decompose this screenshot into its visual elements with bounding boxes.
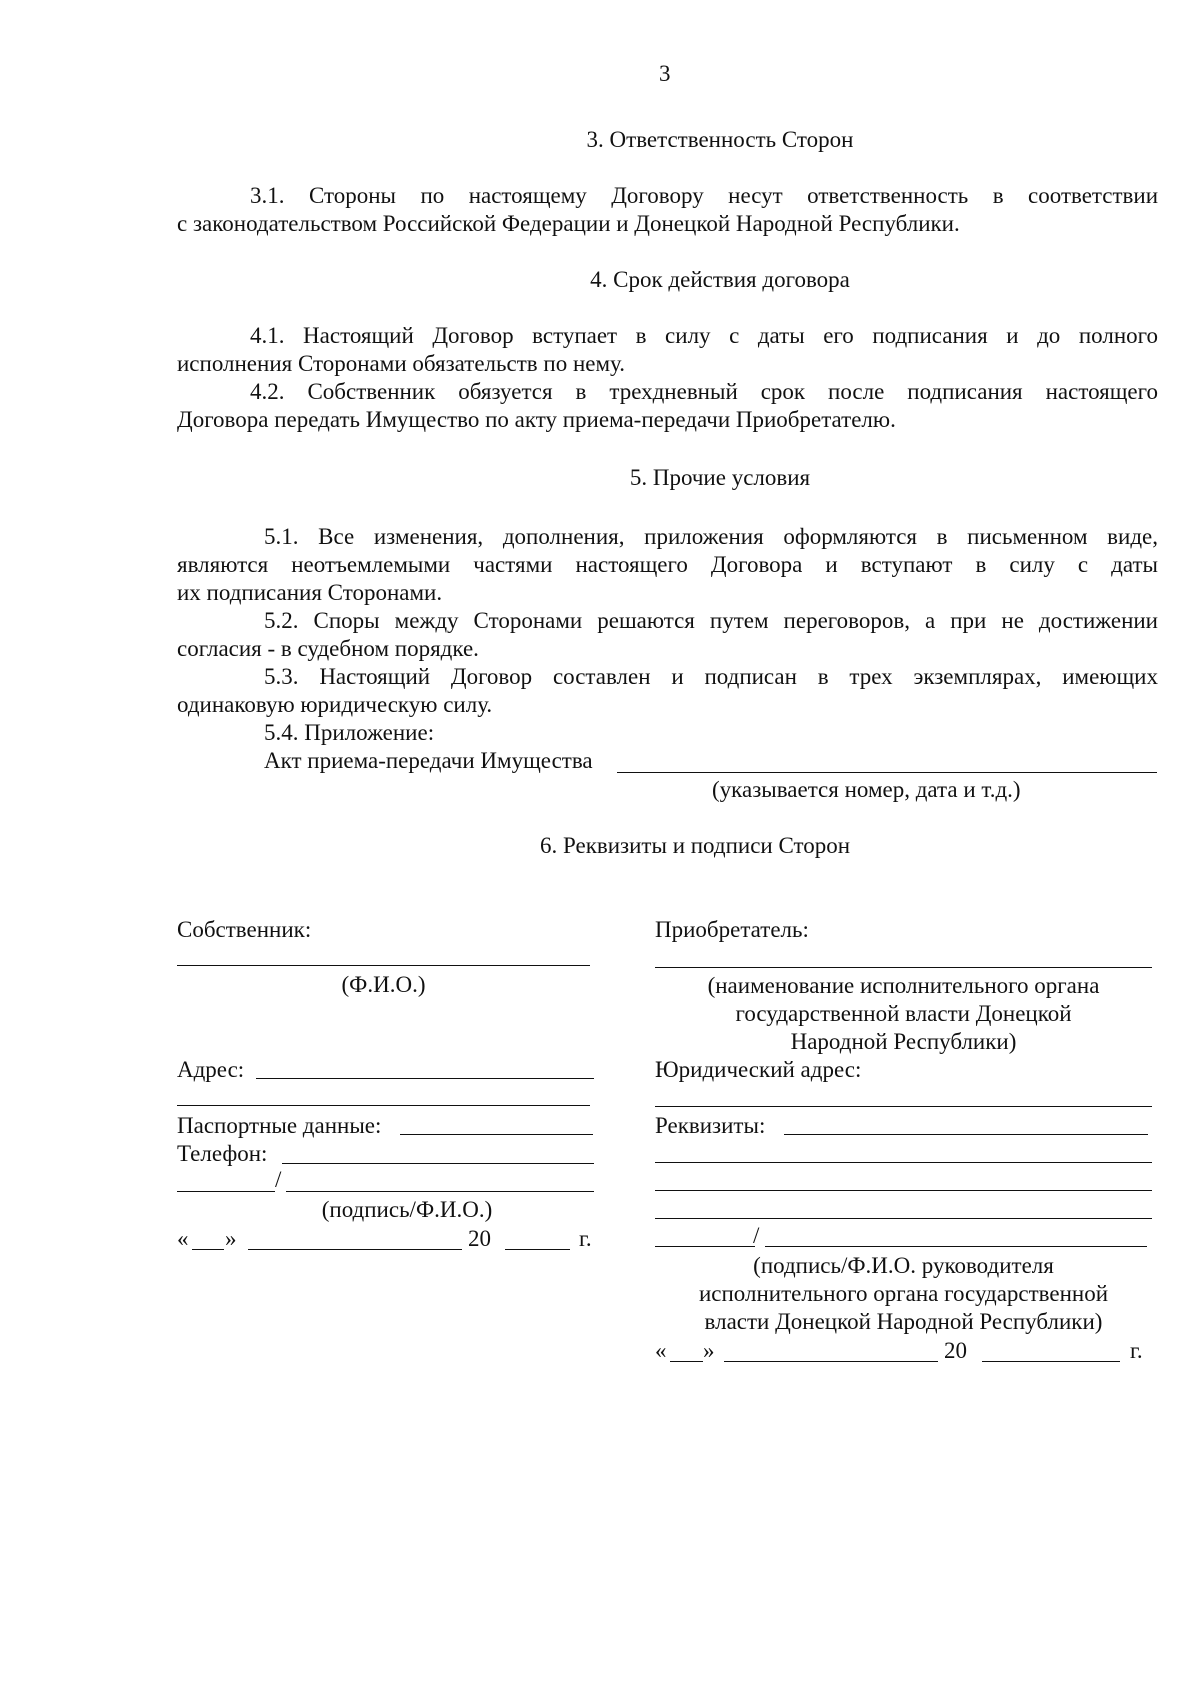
acquirer-sign-caption-1: (подпись/Ф.И.О. руководителя [753, 1253, 1054, 1278]
owner-fio-caption: (Ф.И.О.) [341, 972, 426, 997]
acquirer-date-close-quote: » [703, 1338, 715, 1363]
acquirer-month-line [724, 1361, 938, 1362]
owner-signature-line [177, 1191, 275, 1192]
owner-phone-label: Телефон: [177, 1141, 268, 1166]
page-number: 3 [659, 61, 671, 86]
owner-phone-line [282, 1163, 594, 1164]
section-5-heading: 5. Прочие условия [629, 465, 811, 490]
appendix-hint: (указывается номер, дата и т.д.) [712, 777, 1021, 802]
section-6-heading: 6. Реквизиты и подписи Сторон [540, 833, 851, 858]
section-3-heading: 3. Ответственность Сторон [586, 127, 854, 152]
acquirer-name-caption-3: Народной Республики) [790, 1029, 1017, 1054]
clause-4-2-line-1: 4.2. Собственник обязуется в трехдневный срок после подписания настоящего [250, 379, 1158, 404]
owner-address-line [256, 1078, 594, 1079]
owner-passport-label: Паспортные данные: [177, 1113, 382, 1138]
owner-name-line [286, 1191, 594, 1192]
clause-5-1-line-2: являются неотъемлемыми частями настоящего Договора и вступают в силу с даты [177, 552, 1158, 577]
acquirer-signature-line [655, 1246, 755, 1247]
acquirer-year-suffix: г. [1130, 1338, 1143, 1363]
owner-month-line [248, 1249, 462, 1250]
acquirer-name-sign-line [765, 1246, 1147, 1247]
acquirer-year-prefix: 20 [944, 1338, 967, 1363]
clause-5-2-line-2: согласия - в судебном порядке. [177, 636, 479, 661]
appendix-item: Акт приема-передачи Имущества [264, 748, 593, 773]
owner-day-line [192, 1249, 224, 1250]
owner-signature-slash: / [275, 1167, 282, 1192]
acquirer-sign-caption-3: власти Донецкой Народной Республики) [704, 1309, 1103, 1334]
acquirer-year-line [982, 1361, 1120, 1362]
owner-date-close-quote: » [225, 1226, 237, 1251]
section-4-heading: 4. Срок действия договора [590, 267, 850, 292]
acquirer-sign-caption-2: исполнительного органа государственной [698, 1281, 1109, 1306]
owner-passport-line [400, 1134, 593, 1135]
owner-year-line [505, 1249, 570, 1250]
clause-3-1-line-1: 3.1. Стороны по настоящему Договору несут ответственность в соответствии [250, 183, 1158, 208]
acquirer-day-line [670, 1361, 703, 1362]
acquirer-requisites-label: Реквизиты: [655, 1113, 766, 1138]
acquirer-legal-address-line [655, 1106, 1152, 1107]
owner-address-line-2 [177, 1105, 590, 1106]
acquirer-date-open-quote: « [655, 1338, 667, 1363]
owner-address-label: Адрес: [177, 1057, 245, 1082]
acquirer-name-caption-2: государственной власти Донецкой [735, 1001, 1072, 1026]
acquirer-requisites-line-2 [655, 1162, 1152, 1163]
clause-5-3-line-2: одинаковую юридическую силу. [177, 692, 493, 717]
clause-5-2-line-1: 5.2. Споры между Сторонами решаются путем переговоров, а при не достижении [264, 608, 1158, 633]
clause-4-2-line-2: Договора передать Имущество по акту приема-передачи Приобретателю. [177, 407, 896, 432]
acquirer-requisites-line-1 [784, 1134, 1148, 1135]
acquirer-signature-slash: / [753, 1223, 760, 1248]
clause-5-1-line-1: 5.1. Все изменения, дополнения, приложения оформляются в письменном виде, [264, 524, 1158, 549]
clause-4-1-line-2: исполнения Сторонами обязательств по нему. [177, 351, 625, 376]
owner-year-prefix: 20 [468, 1226, 491, 1251]
acquirer-requisites-line-3 [655, 1190, 1152, 1191]
owner-year-suffix: г. [579, 1226, 592, 1251]
acquirer-name-caption-1: (наименование исполнительного органа [707, 973, 1100, 998]
owner-fio-line [177, 965, 590, 966]
acquirer-legal-address-label: Юридический адрес: [655, 1057, 862, 1082]
acquirer-title: Приобретатель: [655, 917, 809, 942]
clause-4-1-line-1: 4.1. Настоящий Договор вступает в силу с даты его подписания и до полного [250, 323, 1158, 348]
owner-title: Собственник: [177, 917, 312, 942]
clause-5-4-label: 5.4. Приложение: [264, 720, 435, 745]
acquirer-requisites-line-4 [655, 1218, 1152, 1219]
owner-sign-caption: (подпись/Ф.И.О.) [321, 1197, 493, 1222]
clause-5-3-line-1: 5.3. Настоящий Договор составлен и подписан в трех экземплярах, имеющих [264, 664, 1158, 689]
clause-5-1-line-3: их подписания Сторонами. [177, 580, 443, 605]
owner-date-open-quote: « [177, 1226, 189, 1251]
acquirer-name-line [655, 967, 1152, 968]
clause-3-1-line-2: с законодательством Российской Федерации и Донецкой Народной Республики. [177, 211, 960, 236]
appendix-blank-line [617, 772, 1157, 773]
